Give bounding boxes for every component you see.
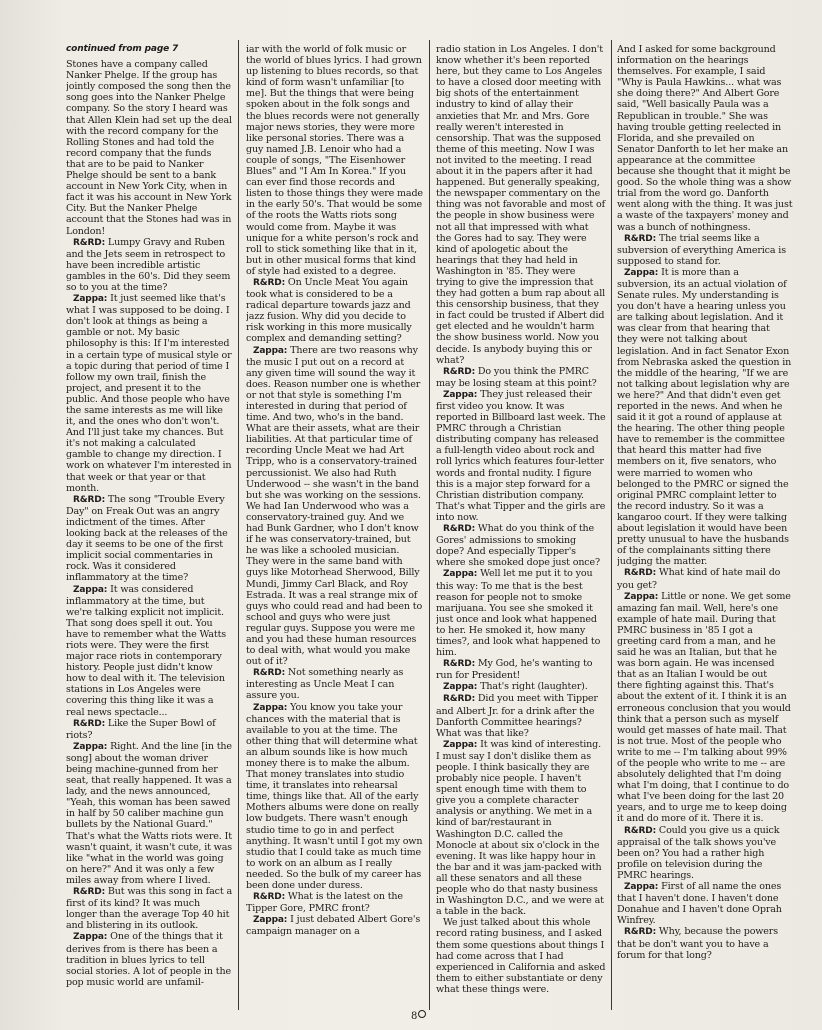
paragraph-text: Lumpy Gravy and Ruben and the Jets seem in retrospect to have been incredible artistic gambles in the 60's. Did they seem so to you at the time? xyxy=(66,236,231,293)
speaker-label: R&RD: xyxy=(443,366,476,377)
article-paragraph xyxy=(436,693,606,738)
paragraph-text: It is more than a subversion, its an actual violation of Senate rules. My understanding is you don't have a hearing unless you are talking about legislation. And it was clear from that hearing that they were not talking about legislation. And in fact Senator Exon from Nebraska asked the question in the middle of the hearing, "If we are not talking about legislation why are we here?" And that didn't even get reported in the news. And when he said it it got a round of applause at the hearing. The other thing people have to remember is the committee that heard this matter had five members on it, five senators, who were married to women who belonged to the PMRC or signed the original PMRC complaint letter to the record industry. So it was a kangaroo court. If they were talking about legislation it would have been pretty unusual to have the husbands of the complainants sitting there judging the matter. xyxy=(617,266,792,568)
article-paragraph xyxy=(66,59,232,237)
speaker-label: R&RD: xyxy=(253,892,286,903)
speaker-label: Zappa: xyxy=(443,569,478,580)
paragraph-text: It was considered inflammatory at the time, but we're talking explicit not implicit. That song does spell it out. You have to remember what the Watts riots were. They were the first major race riots in contemporary history. People just didn't know how to deal with it. The television stations in Los Angeles were covering this thing like it was a real news spectacle... xyxy=(66,583,227,718)
article-paragraph xyxy=(436,681,606,693)
article-paragraph xyxy=(617,44,793,233)
paragraph-text: Like the Super Bowl of riots? xyxy=(66,717,216,741)
article-paragraph xyxy=(436,366,606,389)
article-paragraph xyxy=(246,891,423,914)
speaker-label: R&RD: xyxy=(253,668,286,679)
speaker-label: Zappa: xyxy=(624,882,659,893)
article-paragraph xyxy=(436,739,606,918)
article-paragraph xyxy=(436,389,606,523)
speaker-label: R&RD: xyxy=(73,494,106,505)
article-paragraph xyxy=(66,931,232,987)
page-number xyxy=(411,1010,426,1022)
paragraph-text: It just seemed like that's what I was supposed to be doing. I don't look at things as being a gamble or not. My basic philosophy is this: If I'm interested in a certain type of musical style or a topic during that period of time I follow my own trail, finish the project, and present it to the public. And those people who have the same interests as me will like it, and the ones who don't won't. And I'll just take my chances. But it's not making a calculated gamble to change my direction. I work on whatever I'm interested in that week or that year or that month. xyxy=(66,293,232,494)
article-paragraph xyxy=(617,233,793,267)
speaker-label: Zappa: xyxy=(443,739,478,750)
article-paragraph xyxy=(246,277,423,345)
speaker-label: Zappa: xyxy=(443,682,478,693)
text-column-3 xyxy=(436,44,606,1010)
text-column-2 xyxy=(246,44,423,1010)
article-paragraph xyxy=(617,567,793,590)
paragraph-text: And I asked for some background information on the hearings themselves. For example, I said "Why is Paula Hawkins... what was she doing there?" And Albert Gore said, "Well basically Paula was a Republican in trouble." She was having trouble getting reelected in Florida, and she prevailed on Senator Danforth to let her make an appearance at the committee because she thought that it might be good. So the whole thing was a show trial from the word go. Danforth went along with the thing. It was just a waste of the taxpayers' money and was a bunch of nothingness. xyxy=(617,44,793,233)
speaker-label: Zappa: xyxy=(624,267,659,278)
article-paragraph xyxy=(246,702,423,892)
paragraph-text: Little or none. We get some amazing fan mail. Well, here's one example of hate mail. During that PMRC business in '85 I got a greeting card from a man, and he said he was an Italian, but that he was born again. He was incensed that as an Italian I would be out there fighting against this. That's about the extent of it. I think it is an erroneous conclusion that you would think that a person such as myself would get masses of hate mail. That is not true. Most of the people who write to me -- I'm talking about 99% of the people who write to me -- are absolutely delighted that I'm doing what I'm doing, that I continue to do what I've been doing for the last 20 years, and to urge me to keep doing it and do more of it. There it is. xyxy=(617,590,791,825)
article-paragraph xyxy=(436,917,606,995)
paragraph-text: The song "Trouble Every Day" on Freak Out was an angry indictment of the times. After looking back at the releases of the day it seems to be one of the first implicit social commentaries in rock. Was it considered inflammatory at the time? xyxy=(66,493,228,584)
paragraph-text: First of all name the ones that I haven't done. I haven't done Donahue and I haven't done Oprah Winfrey. xyxy=(617,881,782,927)
speaker-label: Zappa: xyxy=(253,702,288,713)
article-paragraph xyxy=(66,584,232,718)
paragraph-text: One of the things that it derives from is there has been a tradition in blues lyrics to tell social stories. A lot of people in the pop music world are unfamil- xyxy=(66,931,231,988)
continued-line: continued from page 7 xyxy=(66,44,179,54)
article-paragraph xyxy=(66,237,232,293)
paragraph-text: That's right (laughter). xyxy=(480,681,588,693)
speaker-label: Zappa: xyxy=(73,294,108,305)
column-rule xyxy=(238,40,239,1010)
paragraph-text: Well let me put it to you this way: To me that is the best reason for people not to smoke marijuana. You see she smoked it just once and look what happened to her. He smoked it, how many times?, and look what happened to him. xyxy=(436,568,601,659)
speaker-label: R&RD: xyxy=(73,887,106,898)
paragraph-text: They just released their first video you know. It was reported in Billboard last week. The PMRC through a Christian distributing company has released a full-length video about rock and roll lyrics which features four-letter words and frontal nudity. I figure this is a major step forward for a Christian distribution company. That's what Tipper and the girls are into now. xyxy=(436,388,606,523)
speaker-label: R&RD: xyxy=(73,718,106,729)
text-column-1 xyxy=(66,44,232,1010)
article-paragraph xyxy=(66,494,232,584)
article-paragraph xyxy=(617,825,793,881)
paragraph-text: You know you take your chances with the material that is available to you at the time. The other thing that will determine what an album sounds like is how much money there is to make the album. That money translates into studio time, it translates into rehearsal time, things like that. All of the early Mothers albums were done on really low budgets. There wasn't enough studio time to go in and perfect anything. It wasn't until I got my own studio that I could take as much time to work on an album as I really needed. So the bulk of my career has been done under duress. xyxy=(246,701,423,892)
paragraph-text: Could you give us a quick appraisal of the talk shows you've been on? You had a rather high profile on television during the PMRC hearings. xyxy=(617,824,780,881)
speaker-label: R&RD: xyxy=(443,524,476,535)
speaker-label: Zappa: xyxy=(253,345,288,356)
speaker-label: R&RD: xyxy=(624,927,657,938)
article-paragraph xyxy=(617,881,793,926)
paragraph-text: Did you meet with Tipper and Albert Jr. for a drink after the Danforth Committee hearings? What was that like? xyxy=(436,693,598,739)
paragraph-text: My God, he's wanting to run for President! xyxy=(436,658,593,682)
paragraph-text: The trial seems like a subversion of everything America is supposed to stand for. xyxy=(617,232,786,267)
article-paragraph xyxy=(66,886,232,931)
column-rule xyxy=(611,40,612,1010)
article-paragraph xyxy=(246,914,423,937)
article-paragraph xyxy=(66,293,232,494)
speaker-label: Zappa: xyxy=(443,389,478,400)
paragraph-text: Stones have a company called Nanker Phelge. If the group has jointly composed the song then the song goes into the Nanker Phelge company. So the story I heard was that Allen Klein had set up the deal with the record company for the Rolling Stones and had told the record company that the funds that are to be paid to Nanker Phelge should be sent to a bank account in New York City, when in fact it was his account in New York City. But the Nanker Phelge account that the Stones had was in London! xyxy=(66,59,232,237)
speaker-label: Zappa: xyxy=(73,932,108,943)
article-paragraph xyxy=(617,926,793,960)
paragraph-text: What is the latest on the Tipper Gore, PMRC front? xyxy=(246,891,403,915)
speaker-label: R&RD: xyxy=(624,825,657,836)
speaker-label: R&RD: xyxy=(443,659,476,670)
article-paragraph xyxy=(66,741,232,886)
paragraph-text: Why, because the powers that be don't want you to have a forum for that long? xyxy=(617,926,778,961)
paragraph-text: I just debated Albert Gore's campaign manager on a xyxy=(246,914,421,938)
paragraph-text: What do you think of the Gores' admissions to smoking dope? And especially Tipper's where she smoked dope just once? xyxy=(436,523,600,569)
paragraph-text: Do you think the PMRC may be losing steam at this point? xyxy=(436,365,597,389)
paragraph-text: Right. And the line [in the song] about the woman driver being machine-gunned from her seat, that really happened. It was a lady, and the news announced, "Yeah, this woman has been sawed in half by 50 caliber machine gun bullets by the National Guard." That's what the Watts riots were. It wasn't quaint, it wasn't cute, it was like "what in the world was going on here?" And it was only a few miles away from where I lived. xyxy=(66,740,232,886)
speaker-label: Zappa: xyxy=(253,915,288,926)
article-paragraph xyxy=(246,667,423,701)
paragraph-text: On Uncle Meat You again took what is considered to be a radical departure towards jazz and jazz fusion. Why did you decide to risk working in this more musically complex and demanding setting? xyxy=(246,276,412,345)
speaker-label: R&RD: xyxy=(253,277,286,288)
article-paragraph xyxy=(66,718,232,741)
article-paragraph xyxy=(617,591,793,825)
paragraph-text: radio station in Los Angeles. I don't know whether it's been reported here, but they came to Los Angeles to have a closed door meeting with big shots of the entertainment industry to kind of allay their anxieties that Mr. and Mrs. Gore really weren't interested in censorship. That was the supposed theme of this meeting. Now I was not invited to the meeting. I read about it in the papers after it had happened. But generally speaking, the newspaper commentary on the thing was not favorable and most of the people in show business were not all that impressed with what the Gores had to say. They were kind of apologetic about the hearings that they had held in Washington in '85. They were trying to give the impression that they had gotten a bum rap about all this censorship business, that they in fact could be trusted if Albert did get elected and he wouldn't harm the show business world. Now you decide. Is anybody buying this or what? xyxy=(436,44,606,366)
paragraph-text: It was kind of interesting. I must say I don't dislike them as people. I think basically they are probably nice people. I haven't spent enough time with them to give you a complete character analysis or anything. We met in a kind of bar/restaurant in Washington D.C. called the Monocle at about six o'clock in the evening. It was like happy hour in the bar and it was jam-packed with all these senators and all these people who do that nasty business in Washington D.C., and we were at a table in the back. xyxy=(436,738,604,918)
article-paragraph xyxy=(436,523,606,568)
speaker-label: Zappa: xyxy=(73,584,108,595)
speaker-label: R&RD: xyxy=(73,237,106,248)
speaker-label: Zappa: xyxy=(73,741,108,752)
article-paragraph xyxy=(617,267,793,568)
article-paragraph xyxy=(436,658,606,681)
speaker-label: R&RD: xyxy=(443,694,476,705)
speaker-label: R&RD: xyxy=(624,568,657,579)
text-column-4 xyxy=(617,44,793,1010)
paragraph-text: There are two reasons why the music I put out on a record at any given time will sound the way it does. Reason number one is whether or not that style is something I'm interested in during that period of time. And two, who's in the band. What are their assets, what are their liabilities. At that particular time of recording Uncle Meat we had Art Tripp, who is a conservatory-trained percussionist. We also had Ruth Underwood -- she wasn't in the band but she was working on the sessions. We had Ian Underwood who was a conservatory-trained guy. And we had Bunk Gardner, who I don't know if he was conservatory-trained, but he was like a schooled musician. They were in the same band with guys like Motorhead Sherwood, Billy Mundi, Jimmy Carl Black, and Roy Estrada. It was a real strange mix of guys who could read and had been to school and guys who were just regular guys. Suppose you were me and you had these human resources to deal with, what would you make out of it? xyxy=(246,344,423,668)
article-paragraph xyxy=(436,44,606,366)
paragraph-text: iar with the world of folk music or the world of blues lyrics. I had grown up listening to blues records, so that kind of form wasn't unfamiliar [to me]. But the things that were being spoken about in the folk songs and the blues records were not generally major news stories, they were more like personal stories. There was a guy named J.B. Lenoir who had a couple of songs, "The Eisenhower Blues" and "I Am In Korea." If you can ever find those records and listen to those things they were made in the early 50's. That would be some of the roots the Watts riots song would come from. Maybe it was unique for a white person's rock and roll to stick something like that in it, but in other musical forms that kind of style had existed to a degree. xyxy=(246,44,423,277)
speaker-label: Zappa: xyxy=(624,591,659,602)
page-number-text: 8 xyxy=(411,1011,418,1022)
speaker-label: R&RD: xyxy=(624,233,657,244)
article-paragraph xyxy=(246,345,423,668)
paragraph-text: We just talked about this whole record rating business, and I asked them some questions about things I had come across that I had experienced in California and asked them to either substantiate or deny what these things were. xyxy=(436,917,606,995)
end-mark-icon xyxy=(418,1010,426,1018)
paragraph-text: Not something nearly as interesting as Uncle Meat I can assure you. xyxy=(246,667,404,702)
article-paragraph xyxy=(436,568,606,658)
article-paragraph xyxy=(246,44,423,277)
paragraph-text: But was this song in fact a first of its kind? It was much longer than the average Top 40 hit and blistering in its outlook. xyxy=(66,886,232,932)
column-rule xyxy=(429,40,430,1010)
paragraph-text: What kind of hate mail do you get? xyxy=(617,567,781,591)
